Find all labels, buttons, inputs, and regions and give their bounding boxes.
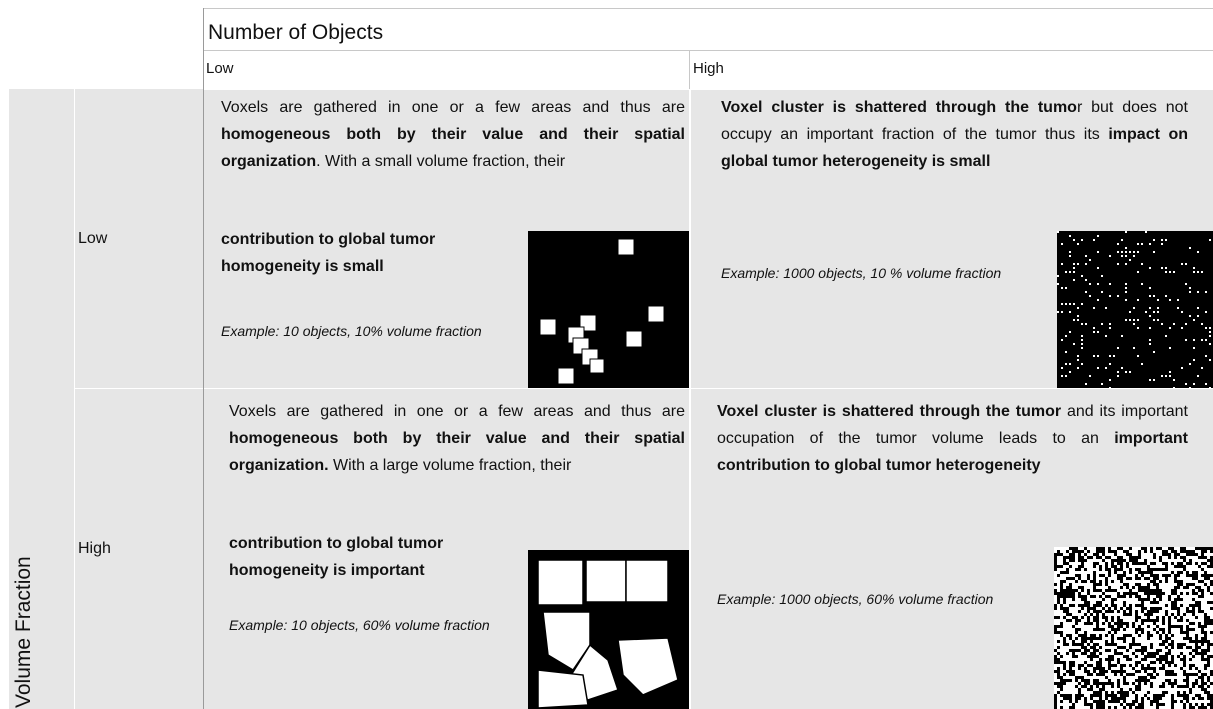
row-label-high: High: [78, 539, 111, 557]
example-image-1000-objects-10pct: [1057, 231, 1213, 388]
grid-line: [74, 388, 1213, 389]
row-label-low: Low: [78, 229, 108, 247]
column-header-high: High: [693, 60, 724, 77]
description-text: Voxel cluster is shattered through the tumor but does not occupy an important fraction of the tumor thus its impact on global tumor heterogeneity is small: [721, 99, 1189, 170]
example-image-1000-objects-60pct: [1054, 547, 1213, 709]
side-label-volume-fraction: Volume Fraction: [12, 556, 35, 708]
header-number-of-objects: Number of Objects: [208, 21, 384, 44]
example-caption: Example: 10 objects, 10% volume fraction: [221, 323, 482, 339]
grid-line: [203, 8, 204, 709]
example-image-10-objects-10pct: [528, 231, 689, 388]
example-caption: Example: 1000 objects, 10 % volume fraction: [721, 265, 1002, 281]
grid-line: [689, 50, 690, 89]
description-text-bold: contribution to global tumor homogeneity is important: [229, 535, 444, 579]
column-header-low: Low: [206, 60, 234, 77]
description-text-bold: contribution to global tumor homogeneity is small: [221, 231, 436, 275]
example-caption: Example: 1000 objects, 60% volume fraction: [717, 591, 994, 607]
grid-line: [74, 89, 75, 709]
description-text: Voxel cluster is shattered through the tumor and its important occupation of the tumor volume leads to an important contribution to global tumor heterogeneity: [717, 403, 1188, 474]
grid-line: [689, 89, 691, 709]
description-text: Voxels are gathered in one or a few areas and thus are homogeneous both by their value and their spatial organization. With a small volume fraction, their: [221, 99, 685, 170]
description-text: Voxels are gathered in one or a few areas and thus are homogeneous both by their value and their spatial organization. With a large volume fraction, their: [229, 403, 685, 474]
example-image-10-objects-60pct: [528, 550, 689, 709]
grid-line: [204, 89, 1213, 90]
example-caption: Example: 10 objects, 60% volume fraction: [229, 617, 490, 633]
